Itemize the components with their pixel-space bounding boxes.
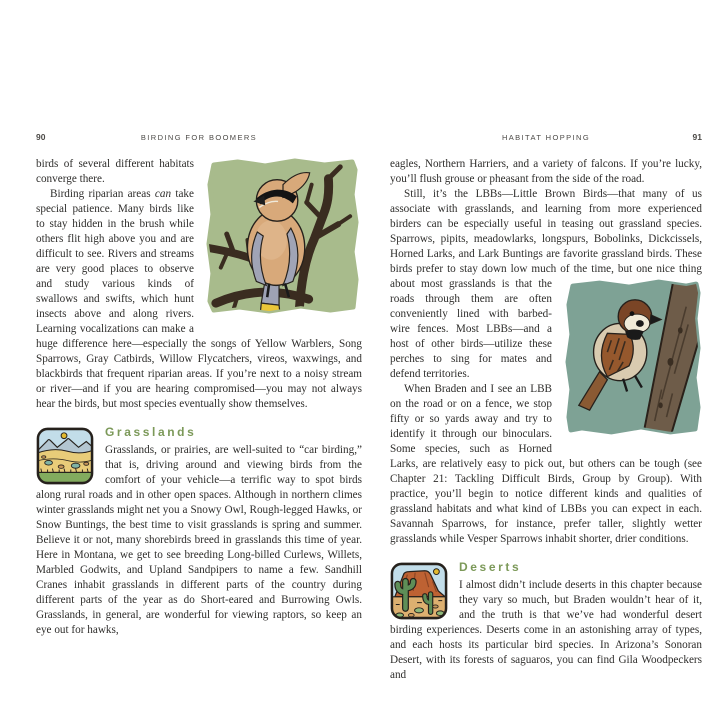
grasslands-body: Grasslands, or prairies, are well-suited to “car birding,” that is, driving around and viewing birds from the comfort of your vehicle—a terrific way to spot birds along rural roads and in other open spaces. Although in northern climes winter grasslands might net you a Snowy Owl, Rough-legged Hawks, or Snow Buntings, the best time to visit grasslands is spring and summer. Believe it or not, many shorebirds breed in grasslands this time of year. Here in Montana, we get to see breeding Long-billed Curlews, Willets, Marbled Godwits, and Upland Sandpipers to name a few. Sandhill Cranes inhabit grasslands in different parts of the country during different parts of the year as do Short-eared and Burrowing Owls. Grasslands, in general, are wonderful for viewing raptors, so keep an eye out for hawks, [36,444,362,636]
left-page [36,132,362,638]
sparrow-illustration [564,279,702,435]
right-paragraph-2: Still, it’s the LBBs—Little Brown Birds—that many of us associate with grasslands, and learning from more experienced birders can be especially useful in teasing out grassland species. Sparrows, pipits, meadowlarks, longspurs, Bobolinks, Dickcissels, Horned Larks, and Lark Buntings are favorite grassland birds. These birds prefer to stay down low much of the time, but one nice thing about most grasslands is that the roads through them are often conveniently lined with barbed-wire fences. Most LBBs—and a host of other birds—utilize these perches to sing for mates and defend territories. [390,187,702,382]
left-running-header: BIRDING FOR BOOMERS [140,133,258,142]
left-running-header-row [36,132,362,142]
sparrow-svg [564,279,702,435]
deserts-heading: Deserts [459,560,522,574]
grasslands-heading: Grasslands [105,425,197,439]
deserts-icon-svg [390,562,448,620]
grasslands-section [36,425,362,638]
right-running-header: HABITAT HOPPING [501,133,591,142]
left-paragraph-1: birds of several different habitats converge there. [36,157,362,187]
left-paragraph-2: Birding riparian areas can take special patience. Many birds like to stay hidden in the brush while others flit high above you and are difficult to see. Rivers and streams are very good places to observe and study various kinds of swallows and swifts, which hunt insects above and along rivers. Learning vocalizations can make a huge difference here—especially the songs of Yellow Warblers, Song Sparrows, Gray Catbirds, Willow Flycatchers, vireos, waxwings, and blackbirds that frequent riparian areas. If you’re next to a noisy stream or river—and if you are hearing compromised—you may not always hear the birds, but most species eventually show themselves. [36,188,362,410]
right-page [390,132,702,683]
grasslands-icon-svg [36,427,94,485]
deserts-section [390,560,702,683]
cedar-waxwing-svg [204,157,362,315]
left-page-body [36,157,362,638]
right-paragraph-1: eagles, Northern Harriers, and a variety of falcons. If you’re lucky, you’ll flush grouse or pheasant from the side of the road. [390,158,702,185]
emphasized-word: can [154,188,172,200]
deserts-body: I almost didn’t include deserts in this chapter because they vary so much, but Braden wouldn’t hear of it, and the truth is that we’ve had wonderful desert birding experiences. Deserts come in an astonishing array of types, and each hosts its particular bird species. In Arizona’s Sonoran Desert, with its forests of saguaros, you can find Gila Woodpeckers and [390,579,702,681]
deserts-icon [390,562,448,620]
right-paragraph-3: When Braden and I see an LBB on the road or on a fence, we stop fifty or so yards away and try to identify it through our binoculars. Some species, such as Horned Larks, are relatively easy to pick out, but others can be tough (see Chapter 21: Tackling Difficult Birds, Group by Group). With practice, you’ll begin to notice different kinds and qualities of grassland habitats and what kind of LBBs you can expect in each. Savannah Sparrows, for instance, prefer taller, slightly wetter grasslands while Vesper Sparrows inhabit shorter, drier conditions. [390,383,702,545]
right-running-header-row [390,132,702,142]
left-page-number: 90 [36,132,46,142]
grasslands-icon [36,427,94,485]
right-page-number: 91 [692,132,702,142]
right-page-body [390,157,702,683]
cedar-waxwing-illustration [204,157,362,315]
